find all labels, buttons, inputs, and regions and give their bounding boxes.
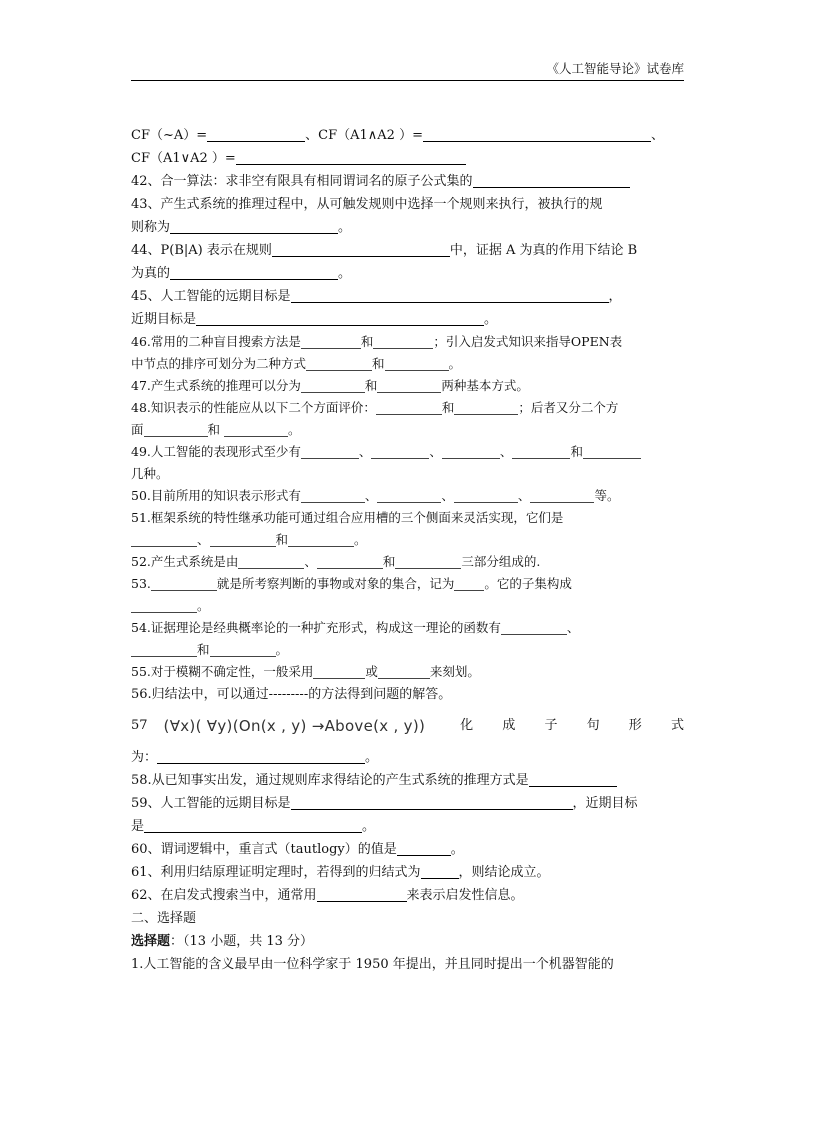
blank [442,443,500,459]
blank [291,794,573,810]
blank [301,377,365,393]
blank [210,531,276,547]
blank [224,421,288,437]
question-61: 61、利用归结原理证明定理时，若得到的归结式为 ，则结论成立。 [131,865,550,880]
blank [397,840,451,856]
question-58: 58.从已知事实出发，通过规则库求得结论的产生式系统的推理方式是 [131,769,684,792]
question-48: 48.知识表示的性能应从以下二个方面评价： 和 ；后者又分二个方 [131,400,619,415]
question-62: 62、在启发式搜索当中，通常用 来表示启发性信息。 [131,888,524,903]
exam-content [131,124,684,976]
section-heading: 二、选择题 [131,911,197,926]
blank [373,333,433,349]
question-46: 46.常用的二种盲目搜索方法是 和 ；引入启发式知识来指导OPEN表 [131,334,623,349]
question-51-cont: 、 和 。 [131,529,684,551]
blank [378,663,430,679]
blank [454,487,518,503]
blank [473,172,630,188]
blank [317,886,407,902]
question-42: 42、合一算法：求非空有限具有相同谓词名的原子公式集的 [131,170,684,193]
blank [317,553,383,569]
blank [395,553,461,569]
header-title: 《人工智能导论》试卷库 [546,61,684,76]
blank [131,597,197,613]
blank [151,575,217,591]
blank [454,575,484,591]
blank [385,355,449,371]
blank [376,399,442,415]
question-51: 51.框架系统的特性继承功能可通过组合应用槽的三个侧面来灵活实现，它们是 [131,510,564,525]
question-line: CF（~A）= 、CF（A1∧A2 ）= 、 [131,128,664,143]
blank [210,641,276,657]
blank [144,421,208,437]
question-56: 56.归结法中，可以通过---------的方法得到问题的解答。 [131,687,452,702]
question-50: 50.目前所用的知识表示形式有 、 、 、 等。 [131,488,620,503]
question-45-cont: 近期目标是 。 [131,312,498,327]
question-53: 53. 就是所考察判断的事物或对象的集合，记为 。它的子集构成 [131,576,572,591]
question-43: 43、产生式系统的推理过程中，从可触发规则中选择一个规则来执行，被执行的规 [131,197,603,212]
question-49-cont: 几种。 [131,466,169,481]
blank [423,126,651,142]
blank [157,748,365,764]
blank [454,399,518,415]
blank [421,863,459,879]
blank [313,663,365,679]
question-54-cont: 和 。 [131,639,684,661]
question-52: 52.产生式系统是由 、 和 三部分组成的. [131,554,541,569]
choice-section-title: 选择题：（13 小题，共 13 分） [131,934,313,949]
blank [288,531,354,547]
blank [131,641,197,657]
blank [301,487,365,503]
question-47: 47.产生式系统的推理可以分为 和 两种基本方式。 [131,378,529,393]
question-57: 57 (∀x)( ∀y)(On(x , y) →Above(x , y)) 化 成 子 句 形 式 [131,706,684,746]
question-54: 54.证据理论是经典概率论的一种扩充形式，构成这一理论的函数有 、 [131,620,580,635]
blank [530,487,594,503]
question-59-cont: 是 。 [131,819,376,834]
formula-image: (∀x)( ∀y)(On(x , y) →Above(x , y)) [163,717,426,735]
blank [170,218,338,234]
question-48-cont: 面 和 。 [131,422,301,437]
blank [170,264,338,280]
question-49: 49.人工智能的表现形式至少有 、 、 、 和 [131,441,684,463]
blank [371,443,429,459]
blank [306,355,372,371]
choice-question-1: 1.人工智能的含义最早由一位科学家于 1950 年提出，并且同时提出一个机器智能的 [131,957,614,972]
blank [238,553,304,569]
question-46-cont: 中节点的排序可划分为二种方式 和 。 [131,356,462,371]
blank [512,443,570,459]
blank [529,771,617,787]
blank [377,377,441,393]
blank [131,531,197,547]
blank [501,619,567,635]
question-59: 59、人工智能的远期目标是 ，近期目标 [131,796,638,811]
blank [583,443,641,459]
formula-trailing-text: 化 成 子 句 形 式 [460,718,684,733]
page-header [131,60,684,81]
question-55: 55.对于模糊不确定性，一般采用 或 来刻划。 [131,664,480,679]
question-57-cont: 为： 。 [131,750,379,765]
blank [272,241,450,257]
question-44-cont: 为真的 。 [131,266,352,281]
question-53-cont: 。 [131,595,684,617]
question-line: CF（A1∨A2 ）= [131,147,684,170]
blank [301,333,361,349]
blank [144,817,362,833]
question-43-cont: 则称为 。 [131,220,352,235]
blank [196,310,484,326]
question-45: 45、人工智能的远期目标是 ， [131,289,622,304]
blank [236,149,466,165]
question-44: 44、P(B|A) 表示在规则 中，证据 A 为真的作用下结论 B [131,243,638,258]
blank [377,487,441,503]
blank [291,287,609,303]
blank [207,126,305,142]
blank [301,443,359,459]
question-60: 60、谓词逻辑中，重言式（tautlogy）的值是 。 [131,842,464,857]
